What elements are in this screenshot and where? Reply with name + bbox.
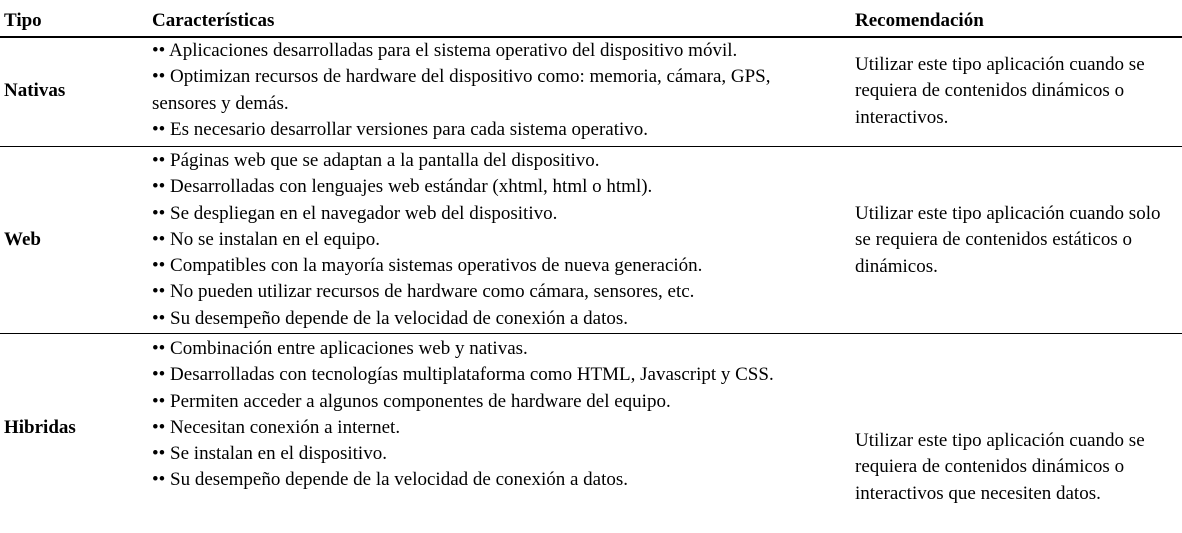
caracteristicas-web — [152, 148, 842, 332]
list-item: •• Compatibles con la mayoría sistemas operativos de nueva generación. — [152, 255, 703, 277]
list-item: •• Necesitan conexión a internet. — [152, 416, 401, 438]
caracteristicas-nativas — [152, 38, 842, 143]
row-divider — [0, 146, 1182, 147]
recomendacion-nativas: Utilizar este tipo aplicación cuando se requiera de contenidos dinámicos o interactivos. — [855, 54, 1145, 128]
list-item: •• Se instalan en el dispositivo. — [152, 443, 387, 465]
list-item: •• Desarrolladas con lenguajes web estándar (xhtml, html o html). — [152, 176, 653, 198]
list-item: •• Páginas web que se adaptan a la pantalla del dispositivo. — [152, 150, 600, 171]
list-item: •• Optimizan recursos de hardware del dispositivo como: memoria, cámara, GPS, sensores y demás. — [152, 66, 771, 114]
list-item: •• No pueden utilizar recursos de hardware como cámara, sensores, etc. — [152, 281, 695, 303]
list-item: •• Desarrolladas con tecnologías multiplataforma como HTML, Javascript y CSS. — [152, 364, 774, 386]
table-row-hibridas — [0, 336, 1182, 531]
header-tipo: Tipo — [4, 10, 42, 31]
list-item: •• Combinación entre aplicaciones web y nativas. — [152, 338, 528, 359]
tipo-hibridas: Hibridas — [4, 417, 76, 438]
list-item: •• Permiten acceder a algunos componentes de hardware del equipo. — [152, 390, 671, 412]
table-header — [0, 0, 1182, 36]
header-caracteristicas: Características — [152, 10, 275, 31]
tipo-web: Web — [4, 229, 41, 250]
table-row-web — [0, 148, 1182, 332]
list-item: •• Es necesario desarrollar versiones para cada sistema operativo. — [152, 118, 649, 140]
list-item: •• Se despliegan en el navegador web del dispositivo. — [152, 202, 558, 224]
caracteristicas-hibridas — [152, 336, 842, 494]
row-divider — [0, 333, 1182, 334]
table-row-nativas — [0, 38, 1182, 145]
header-recomendacion: Recomendación — [855, 10, 984, 31]
tipo-nativas: Nativas — [4, 80, 66, 101]
list-item: •• Su desempeño depende de la velocidad de conexión a datos. — [152, 469, 629, 491]
list-item: •• Su desempeño depende de la velocidad de conexión a datos. — [152, 307, 629, 329]
list-item: •• No se instalan en el equipo. — [152, 228, 381, 250]
recomendacion-hibridas: Utilizar este tipo aplicación cuando se requiera de contenidos dinámicos o interactivos que necesiten datos. — [855, 430, 1145, 504]
list-item: •• Aplicaciones desarrolladas para el sistema operativo del dispositivo móvil. — [152, 40, 738, 61]
recomendacion-web: Utilizar este tipo aplicación cuando solo se requiera de contenidos estáticos o dinámicos. — [855, 203, 1161, 277]
